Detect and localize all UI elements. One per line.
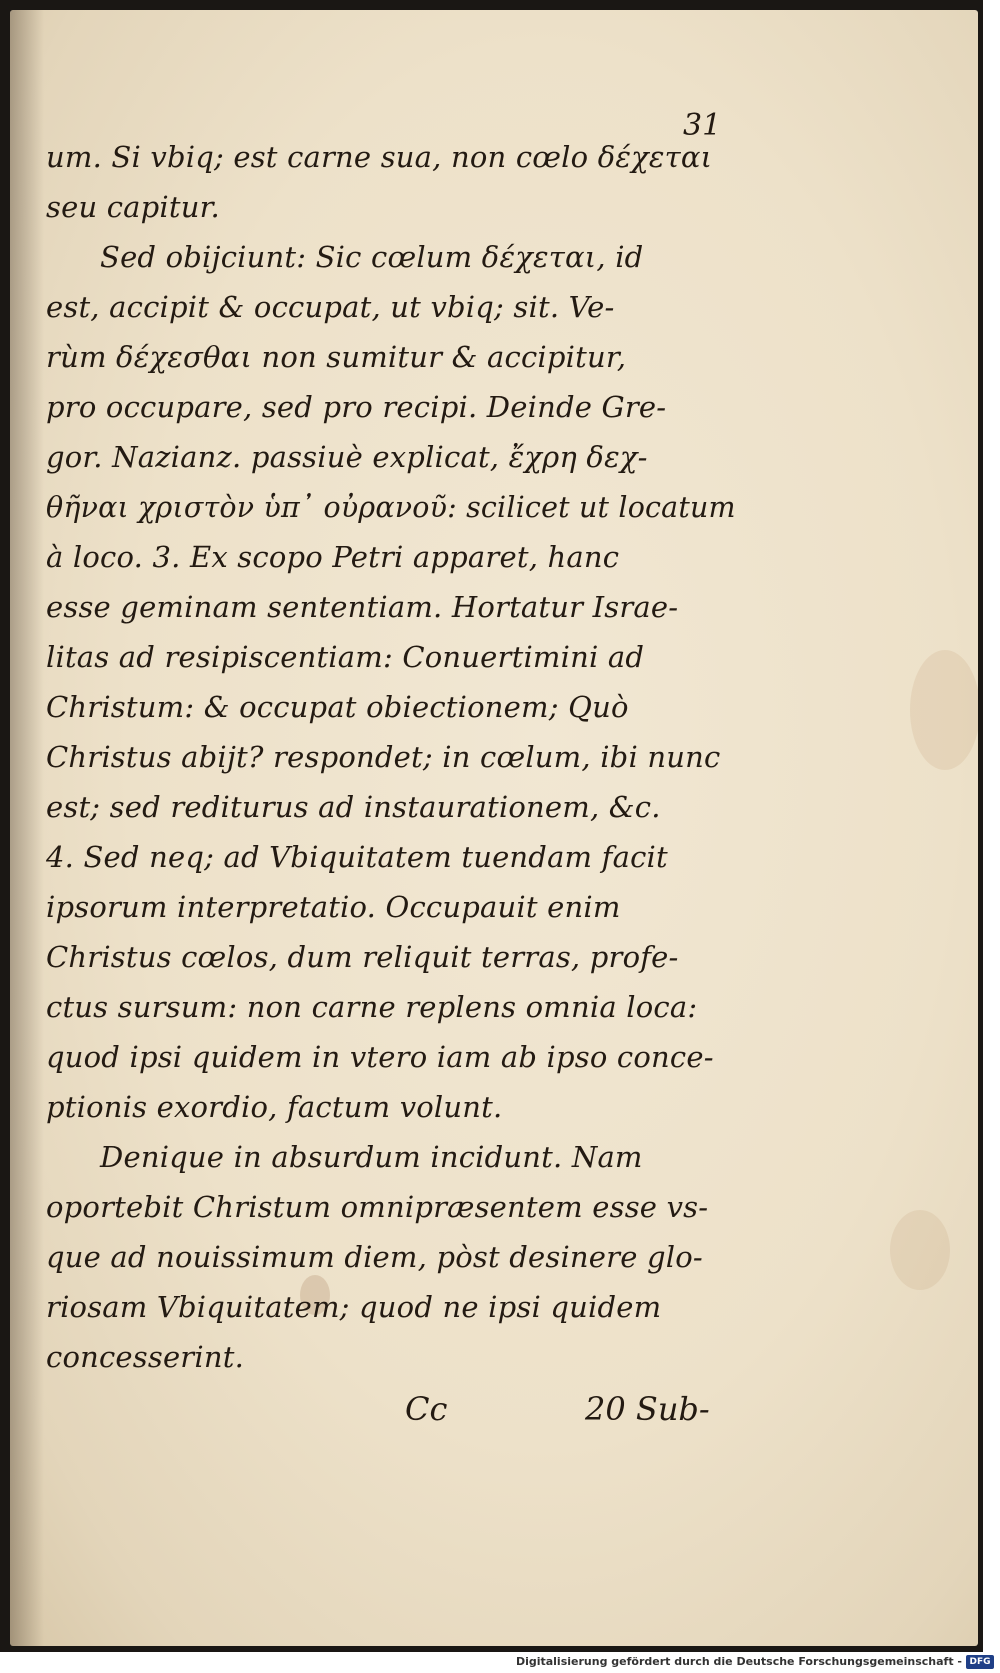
text-line: ipsorum interpretatio. Occupauit enim	[46, 890, 621, 924]
text-line: Denique in absurdum incidunt. Nam	[100, 1140, 643, 1174]
text-line: pro occupare, sed pro recipi. Deinde Gre-	[46, 390, 667, 424]
page-number: 31	[683, 108, 722, 143]
text-line: concesserint.	[46, 1340, 244, 1374]
text-line: litas ad resipiscentiam: Conuertimini ad	[46, 640, 645, 674]
paper-stain	[910, 650, 978, 770]
paper-stain	[890, 1210, 950, 1290]
page-foot	[10, 1390, 978, 1434]
book-page	[10, 10, 978, 1646]
text-line: Christum: & occupat obiectionem; Quò	[46, 690, 629, 724]
text-line: que ad nouissimum diem, pòst desinere glo-	[46, 1240, 703, 1274]
digitization-footer	[0, 1652, 1000, 1673]
text-line: ctus sursum: non carne replens omnia loca:	[46, 990, 698, 1024]
text-line: θῆναι χριστὸν ὑπ᾽ οὐρανοῦ: scilicet ut locatum	[46, 490, 736, 524]
dfg-logo: DFG	[966, 1655, 994, 1669]
text-line: est; sed rediturus ad instaurationem, &c.	[46, 790, 661, 824]
text-line: Christus abijt? respondet; in cœlum, ibi nunc	[46, 740, 721, 774]
text-line: esse geminam sententiam. Hortatur Israe-	[46, 590, 679, 624]
signature-mark: Cc	[405, 1390, 448, 1428]
text-line: riosam Vbiquitatem; quod ne ipsi quidem	[46, 1290, 662, 1324]
text-line: ptionis exordio, factum volunt.	[46, 1090, 503, 1124]
text-line: rùm δέχεσθαι non sumitur & accipitur,	[46, 340, 627, 374]
text-line: seu capitur.	[46, 190, 220, 224]
text-line: est, accipit & occupat, ut vbiq; sit. Ve-	[46, 290, 615, 324]
text-line: 4. Sed neq; ad Vbiquitatem tuendam facit	[46, 840, 668, 874]
text-line: oportebit Christum omnipræsentem esse vs-	[46, 1190, 709, 1224]
text-line: Sed obijciunt: Sic cœlum δέχεται, id	[100, 240, 644, 274]
text-line: Christus cœlos, dum reliquit terras, profe-	[46, 940, 679, 974]
text-line: quod ipsi quidem in vtero iam ab ipso conce-	[46, 1040, 714, 1074]
catchword: 20 Sub-	[585, 1390, 710, 1428]
text-line: um. Si vbiq; est carne sua, non cœlo δέχεται	[46, 140, 713, 174]
funding-credit: Digitalisierung gefördert durch die Deutsche Forschungsgemeinschaft -	[515, 1655, 962, 1668]
text-line: à loco. 3. Ex scopo Petri apparet, hanc	[46, 540, 620, 574]
text-line: gor. Nazianz. passiuè explicat, ἔχρη δεχ-	[46, 440, 648, 474]
